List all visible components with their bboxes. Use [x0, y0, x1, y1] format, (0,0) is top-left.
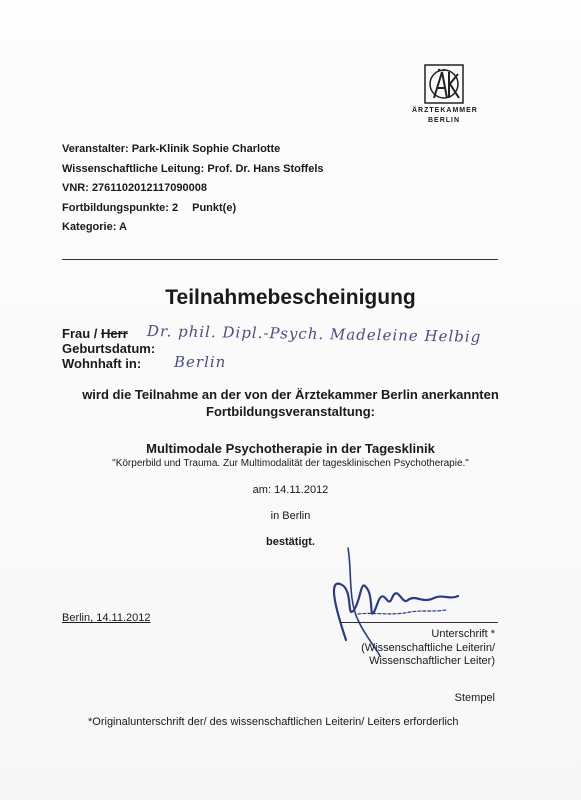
confirmed-text: bestätigt. [266, 536, 315, 548]
residence-handwritten: Berlin [174, 353, 227, 371]
statement-line1: wird die Teilnahme an der von der Ärztekammer Berlin anerkannten [82, 387, 499, 402]
residence-label: Wohnhaft in: [62, 356, 142, 371]
aerztekammer-emblem-icon [422, 62, 466, 106]
organizer-line: Veranstalter: Park-Klinik Sophie Charlotte [62, 143, 281, 155]
footnote: *Originalunterschrift der/ des wissenschaftlichen Leiterin/ Leiters erforderlich [88, 716, 459, 728]
salutation-frau: Frau / [62, 326, 102, 341]
logo-text-line2: BERLIN [427, 117, 461, 124]
signature-line [340, 622, 498, 623]
birthdate-label: Geburtsdatum: [62, 341, 156, 356]
participant-name-handwritten: Dr. phil. Dipl.-Psych. Madeleine Helbig [146, 322, 482, 346]
scientific-lead-line: Wissenschaftliche Leitung: Prof. Dr. Hans Stoffels [62, 163, 324, 175]
salutation-label [62, 326, 128, 341]
event-title: Multimodale Psychotherapie in der Tagesklinik [146, 441, 435, 456]
vnr-line: VNR: 2761102012117090008 [62, 182, 207, 194]
certificate-title: Teilnahmebescheinigung [165, 286, 416, 309]
salutation-herr-struck: Herr [101, 326, 128, 341]
points-line [62, 202, 236, 214]
event-location: in Berlin [270, 510, 311, 522]
signature-role-line1: (Wissenschaftliche Leiterin/ [361, 642, 495, 654]
header-divider [62, 259, 498, 260]
points-unit: Punkt(e) [192, 202, 237, 214]
statement-line2: Fortbildungsveranstaltung: [206, 404, 375, 419]
event-date: am: 14.11.2012 [252, 484, 329, 496]
event-subtitle: "Körperbild und Trauma. Zur Multimodalität der tagesklinischen Psychotherapie." [112, 458, 469, 469]
signature-label: Unterschrift * [431, 628, 495, 640]
stamp-label: Stempel [454, 692, 495, 704]
place-date: Berlin, 14.11.2012 [62, 612, 151, 624]
signature-role-line2: Wissenschaftlicher Leiter) [369, 655, 495, 667]
category-line: Kategorie: A [62, 221, 127, 233]
aerztekammer-logo [412, 62, 476, 126]
logo-text-line1: ÄRZTEKAMMER [412, 107, 478, 114]
points-label: Fortbildungspunkte: 2 [62, 202, 179, 214]
